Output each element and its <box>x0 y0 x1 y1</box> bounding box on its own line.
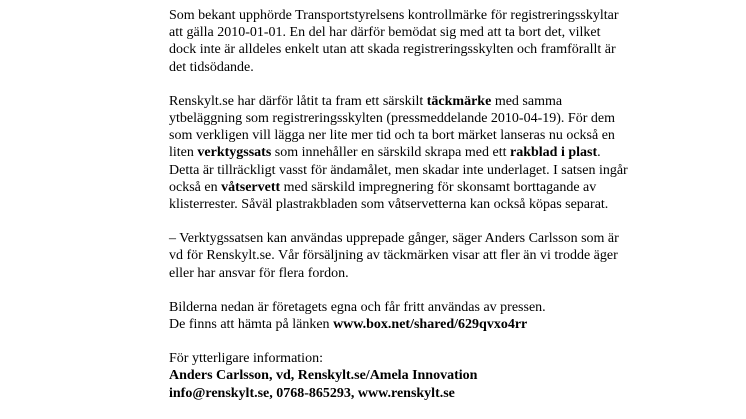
text-line: eller har ansvar för flera fordon. <box>169 265 349 281</box>
highlight-tackmarke: täckmärke <box>426 93 492 109</box>
highlight-rakblad: rakblad i plast <box>510 145 598 161</box>
image-link[interactable]: www.box.net/shared/629qvxo4rr <box>333 317 528 333</box>
text-line: att gälla 2010-01-01. En del har därför bemödat sig med att ta bort det, vilket <box>169 25 601 41</box>
text-line: också en våtservett med särskild impregnering för skonsamt borttagande av <box>169 179 597 195</box>
paragraph-images <box>169 299 689 333</box>
text-line: De finns att hämta på länken www.box.net/shared/629qvxo4rr <box>169 317 528 333</box>
paragraph-contact <box>169 350 689 402</box>
text-line: Detta är tillräckligt vasst för ändamålet, men skadar inte underlaget. I satsen ingår <box>169 162 628 178</box>
text-line: – Verktygssatsen kan användas upprepade gånger, säger Anders Carlsson som är <box>169 231 619 247</box>
text-line: klisterrester. Såväl plastrakbladen som våtservetterna kan också köpas separat. <box>169 197 609 213</box>
text-line: dock inte är alldeles enkelt utan att skada registreringsskylten och framförallt är <box>169 42 616 58</box>
text-line: ytbeläggning som registreringsskylten (pressmeddelande 2010-04-19). För dem <box>169 111 615 127</box>
paragraph-intro <box>169 7 689 76</box>
highlight-vatservett: våtservett <box>221 179 281 195</box>
press-release-body <box>169 7 689 402</box>
text-line: liten verktygssats som innehåller en särskild skrapa med ett rakblad i plast. <box>169 145 601 161</box>
text-line: det tidsödande. <box>169 59 254 75</box>
paragraph-product <box>169 93 689 213</box>
text-line: Renskylt.se har därför låtit ta fram ett särskilt täckmärke med samma <box>169 93 563 109</box>
highlight-verktygssats: verktygssats <box>197 145 272 161</box>
text-line: vd för Renskylt.se. Vår försäljning av täckmärken visar att fler än vi trodde äger <box>169 248 618 264</box>
text-line: Bilderna nedan är företagets egna och får fritt användas av pressen. <box>169 299 546 315</box>
contact-heading: För ytterligare information: <box>169 351 323 367</box>
text-line: som verkligen vill lägga ner lite mer tid och ta bort märket lanseras nu också en <box>169 128 615 144</box>
text-line: Som bekant upphörde Transportstyrelsens kontrollmärke för registreringsskyltar <box>169 8 619 23</box>
contact-details: info@renskylt.se, 0768-865293, www.renskylt.se <box>169 385 455 401</box>
paragraph-quote <box>169 230 689 282</box>
contact-name: Anders Carlsson, vd, Renskylt.se/Amela Innovation <box>169 368 478 384</box>
